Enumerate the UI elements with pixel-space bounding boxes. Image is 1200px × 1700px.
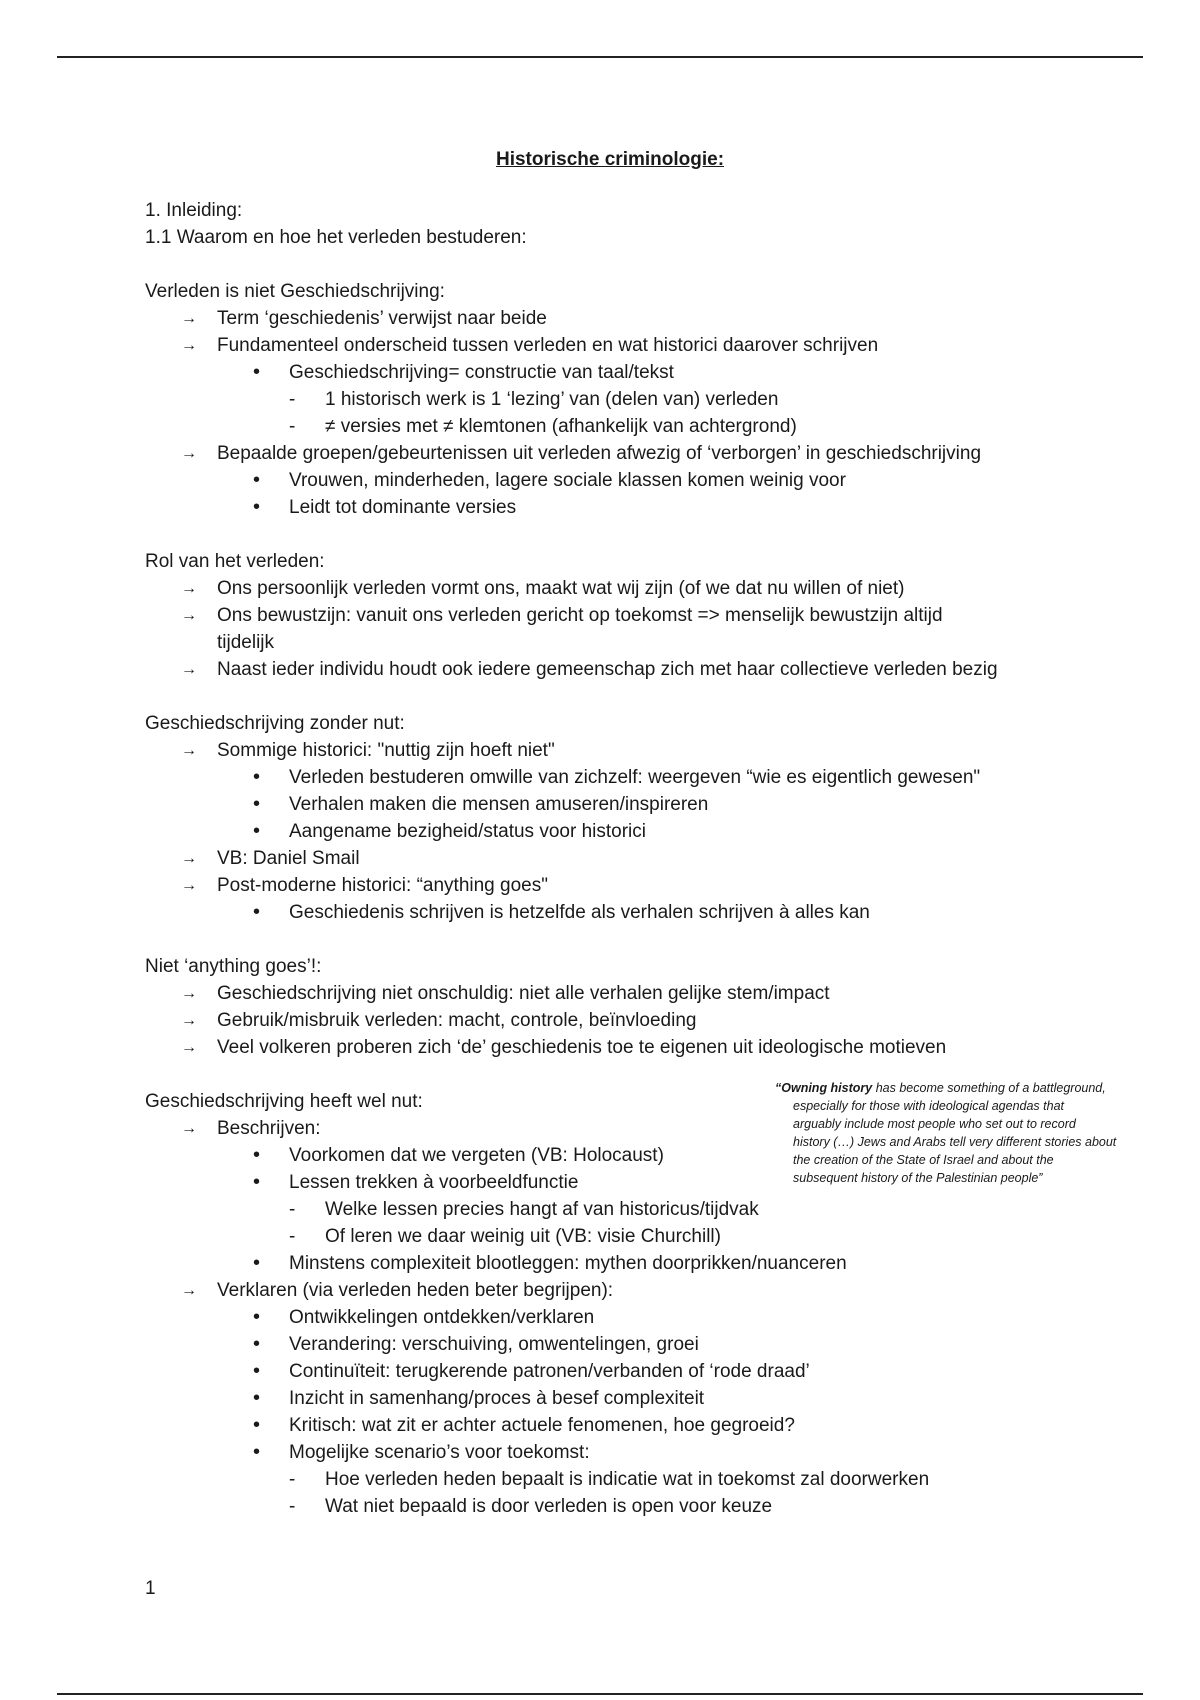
list-item-text: Lessen trekken xyxy=(289,1172,424,1193)
list-item-text: 1 historisch werk is 1 ‘lezing’ van (delen van) verleden xyxy=(325,389,779,410)
quote-line: arguably include most people who set out to record xyxy=(793,1117,1076,1131)
bullet-icon: • xyxy=(253,361,261,383)
arrow-list xyxy=(145,575,1075,683)
bullet-icon: • xyxy=(253,793,261,815)
list-item-text: Gebruik/misbruik verleden: macht, controle, beïnvloeding xyxy=(217,1010,697,1031)
list-item xyxy=(145,1007,1075,1034)
list-item-text: Geschiedschrijving= constructie van taal/tekst xyxy=(289,362,674,383)
list-item-text: Continuïteit: terugkerende patronen/verbanden of ‘rode draad’ xyxy=(289,1361,810,1382)
dash-icon: - xyxy=(289,416,296,437)
list-item-text: Verleden bestuderen omwille van zichzelf: weergeven “wie es eigentlich gewesen" xyxy=(289,767,981,788)
list-item-text: Verhalen maken die mensen amuseren/inspireren xyxy=(289,794,709,815)
list-item xyxy=(289,1493,1075,1520)
quote-line: history (…) Jews and Arabs tell very different stories about xyxy=(793,1135,1117,1149)
arrow-icon: → xyxy=(181,310,197,327)
subchapter-heading: 1.1 Waarom en hoe het verleden bestuderen: xyxy=(145,227,527,248)
arrow-icon: → xyxy=(181,445,197,462)
list-item-text-tail: voorbeeldfunctie xyxy=(433,1172,579,1193)
bullet-icon: • xyxy=(253,1441,261,1463)
section-heading: Rol van het verleden: xyxy=(145,551,325,572)
list-item-text: Kritisch: wat zit er achter actuele fenomenen, hoe gegroeid? xyxy=(289,1415,795,1436)
list-item xyxy=(217,1439,1075,1520)
bullet-icon: • xyxy=(253,1252,261,1274)
list-item xyxy=(217,899,1075,926)
list-item-text: Inzicht in samenhang/proces xyxy=(289,1388,537,1409)
list-item xyxy=(145,332,1075,440)
arrow-icon: → xyxy=(181,1039,197,1056)
list-item-text: Ons persoonlijk verleden vormt ons, maakt wat wij zijn (of we dat nu willen of niet) xyxy=(217,578,905,599)
list-item-text: Welke lessen precies hangt af van historicus/tijdvak xyxy=(325,1199,759,1220)
dash-list xyxy=(289,1196,1075,1250)
list-item-text: Hoe verleden heden bepaalt is indicatie wat in toekomst zal doorwerken xyxy=(325,1469,930,1490)
list-item xyxy=(217,1331,1075,1358)
arrow-icon: → xyxy=(181,607,197,624)
list-item xyxy=(289,1466,1075,1493)
document-body xyxy=(145,146,1075,1520)
dash-icon: - xyxy=(289,1226,296,1247)
section-heading: Geschiedschrijving heeft wel nut: xyxy=(145,1091,423,1112)
list-item-text: Aangename bezigheid/status voor historici xyxy=(289,821,646,842)
bullet-icon: • xyxy=(253,1144,261,1166)
bullet-icon: • xyxy=(253,1171,261,1193)
list-item xyxy=(145,872,1075,926)
quote-line xyxy=(775,1079,1175,1097)
quote-line: especially for those with ideological agendas that xyxy=(793,1099,1065,1113)
section-heading: Geschiedschrijving zonder nut: xyxy=(145,713,405,734)
list-item-text: Beschrijven: xyxy=(217,1118,321,1139)
bullet-list xyxy=(217,1304,1075,1520)
list-item-text: Geschiedschrijving niet onschuldig: niet alle verhalen gelijke stem/impact xyxy=(217,983,830,1004)
list-item-text: Wat niet bepaald is door verleden is open voor keuze xyxy=(325,1496,773,1517)
list-item xyxy=(217,1412,1075,1439)
bullet-icon: • xyxy=(253,766,261,788)
list-item xyxy=(145,305,1075,332)
list-item-text: Voorkomen dat we vergeten (VB: Holocaust) xyxy=(289,1145,664,1166)
list-item xyxy=(289,1223,1075,1250)
list-item xyxy=(217,359,1075,440)
list-item xyxy=(217,467,1075,494)
page-number: 1 xyxy=(145,1578,156,1599)
chapter-heading: 1. Inleiding: xyxy=(145,200,243,221)
arrow-icon: → xyxy=(181,661,197,678)
dash-icon: - xyxy=(289,1469,296,1490)
list-item xyxy=(145,602,1075,656)
arrow-icon: → xyxy=(181,742,197,759)
dash-list xyxy=(289,386,1075,440)
quote-text: has become something of a battleground, xyxy=(872,1081,1106,1095)
list-item xyxy=(217,791,1075,818)
list-item-text: Verklaren (via verleden heden beter begrijpen): xyxy=(217,1280,614,1301)
list-item-text: VB: Daniel Smail xyxy=(217,848,360,869)
list-item-text: Veel volkeren proberen zich ‘de’ geschiedenis toe te eigenen uit ideologische motieven xyxy=(217,1037,947,1058)
list-item xyxy=(145,737,1075,845)
list-item xyxy=(217,494,1075,521)
list-item xyxy=(145,1277,1075,1520)
list-item-text: Post-moderne historici: “anything goes" xyxy=(217,875,548,896)
arrow-icon: → xyxy=(181,1012,197,1029)
list-item xyxy=(145,440,1075,521)
list-item xyxy=(145,656,1075,683)
list-item xyxy=(217,818,1075,845)
bullet-icon: • xyxy=(253,1360,261,1382)
list-item-text: Naast ieder individu houdt ook iedere gemeenschap zich met haar collectieve verleden bezig xyxy=(217,659,998,680)
arrow-list xyxy=(145,980,1075,1061)
list-item-text: Sommige historici: "nuttig zijn hoeft niet" xyxy=(217,740,555,761)
bullet-icon: • xyxy=(253,1306,261,1328)
list-item-text: Ontwikkelingen ontdekken/verklaren xyxy=(289,1307,595,1328)
list-item-text: Fundamenteel onderscheid tussen verleden en wat historici daarover schrijven xyxy=(217,335,879,356)
arrow-icon: → xyxy=(181,580,197,597)
list-item-text-tail: alles kan xyxy=(789,902,870,923)
list-item xyxy=(217,1304,1075,1331)
list-item-text: Geschiedenis schrijven is hetzelfde als verhalen schrijven xyxy=(289,902,780,923)
bullet-icon: • xyxy=(253,820,261,842)
bullet-icon: • xyxy=(253,1333,261,1355)
bullet-list xyxy=(217,899,1075,926)
dash-icon: - xyxy=(289,389,296,410)
page-title: Historische criminologie: xyxy=(495,149,725,170)
list-item-text-continuation: tijdelijk xyxy=(217,632,275,653)
quote-line: subsequent history of the Palestinian people” xyxy=(793,1171,1043,1185)
list-item-text: Ons bewustzijn: vanuit ons verleden gericht op toekomst => menselijk bewustzijn altijd xyxy=(217,605,943,626)
dash-icon: - xyxy=(289,1199,296,1220)
list-item-text: Vrouwen, minderheden, lagere sociale klassen komen weinig voor xyxy=(289,470,846,491)
list-item-text: Term ‘geschiedenis’ verwijst naar beide xyxy=(217,308,547,329)
list-item xyxy=(217,1385,1075,1412)
list-item-text: Verandering: verschuiving, omwentelingen, groei xyxy=(289,1334,699,1355)
list-item-text: Leidt tot dominante versies xyxy=(289,497,517,518)
arrow-icon: → xyxy=(181,1120,197,1137)
arrow-icon: → xyxy=(181,877,197,894)
list-item-text-tail: besef complexiteit xyxy=(546,1388,705,1409)
list-item xyxy=(217,1250,1075,1277)
section-heading: Niet ‘anything goes’!: xyxy=(145,956,322,977)
list-item xyxy=(289,413,1075,440)
list-item-text: Bepaalde groepen/gebeurtenissen uit verleden afwezig of ‘verborgen’ in geschiedschrijving xyxy=(217,443,982,464)
list-item xyxy=(217,764,1075,791)
bullet-icon: • xyxy=(253,901,261,923)
bottom-rule xyxy=(57,1693,1143,1695)
quote-bold-lead: “Owning history xyxy=(775,1081,873,1095)
bullet-list xyxy=(217,359,1075,440)
list-item-text: ≠ versies met ≠ klemtonen (afhankelijk van achtergrond) xyxy=(325,416,797,437)
bullet-list xyxy=(217,764,1075,845)
bullet-icon: • xyxy=(253,496,261,518)
quote-box xyxy=(775,1079,1175,1187)
list-item xyxy=(289,1196,1075,1223)
bullet-icon: • xyxy=(253,1414,261,1436)
list-item xyxy=(145,575,1075,602)
bullet-list xyxy=(217,467,1075,521)
bullet-icon: • xyxy=(253,1387,261,1409)
section-heading: Verleden is niet Geschiedschrijving: xyxy=(145,281,445,302)
list-item xyxy=(217,1358,1075,1385)
list-item xyxy=(289,386,1075,413)
arrow-list xyxy=(145,737,1075,926)
top-rule xyxy=(57,56,1143,58)
arrow-icon: → xyxy=(181,1282,197,1299)
list-item xyxy=(145,980,1075,1007)
arrow-icon: → xyxy=(181,850,197,867)
dash-icon: - xyxy=(289,1496,296,1517)
list-item-text: Minstens complexiteit blootleggen: mythen doorprikken/nuanceren xyxy=(289,1253,847,1274)
inline-arrow-glyph: à xyxy=(423,1172,434,1193)
inline-arrow-glyph: à xyxy=(536,1388,547,1409)
list-item xyxy=(145,845,1075,872)
inline-arrow-glyph: à xyxy=(779,902,790,923)
arrow-icon: → xyxy=(181,337,197,354)
dash-list xyxy=(289,1466,1075,1520)
arrow-icon: → xyxy=(181,985,197,1002)
list-item-text: Mogelijke scenario’s voor toekomst: xyxy=(289,1442,590,1463)
list-item-text: Of leren we daar weinig uit (VB: visie Churchill) xyxy=(325,1226,721,1247)
list-item xyxy=(145,1034,1075,1061)
bullet-icon: • xyxy=(253,469,261,491)
arrow-list xyxy=(145,305,1075,521)
quote-line: the creation of the State of Israel and about the xyxy=(793,1153,1054,1167)
